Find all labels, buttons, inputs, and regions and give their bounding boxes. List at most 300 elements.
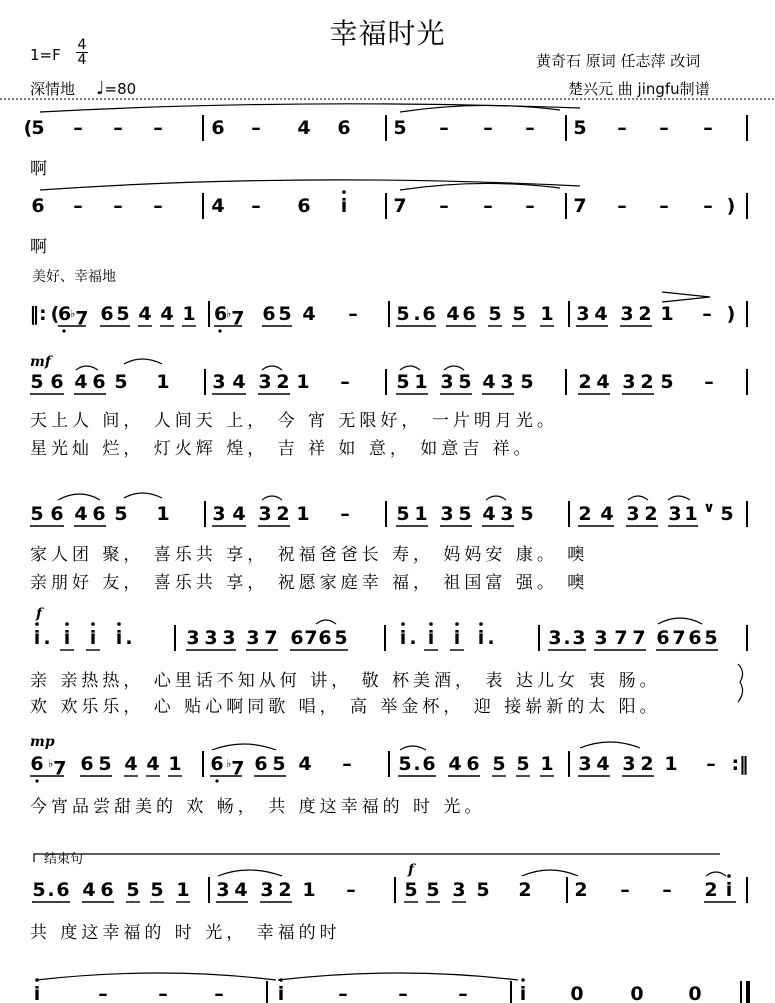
note: 4 (146, 753, 160, 775)
note: 6 (422, 303, 436, 325)
note: i (115, 627, 123, 649)
note: 1 (156, 503, 170, 525)
note: 7 (573, 195, 587, 217)
note: 5 (126, 879, 140, 901)
note: 5 (114, 371, 128, 393)
barline (565, 115, 567, 141)
dash: – (113, 117, 123, 139)
note: 5 (393, 117, 407, 139)
note: 5 (114, 503, 128, 525)
dash: – (662, 879, 672, 901)
note: 6 (297, 195, 311, 217)
note: 1 (296, 371, 310, 393)
lyric-line-verse-2: 亲朋好 友， 喜乐共 享， 祝愿家庭幸 福， 祖国富 强。 噢 (30, 573, 589, 593)
note: ♭7 (70, 307, 89, 330)
slur (658, 618, 702, 624)
slur (40, 180, 580, 190)
paren-close: ) (726, 303, 736, 325)
tempo-value: =80 (104, 80, 137, 98)
barline (746, 301, 748, 327)
final-barline-thick (746, 981, 750, 1003)
octave-dot (401, 622, 405, 626)
slur (400, 746, 426, 750)
slur (212, 744, 276, 750)
note: 3 (620, 303, 634, 325)
note: 2 (518, 879, 532, 901)
octave-dot (35, 978, 39, 982)
note: 5 (458, 371, 472, 393)
note: 3 (576, 303, 590, 325)
note: 3 (622, 753, 636, 775)
dash: – (617, 117, 627, 139)
dash: – (704, 371, 714, 393)
section-heading: 美好、幸福地 (32, 269, 116, 285)
dash: – (338, 983, 348, 1003)
dot: . (413, 303, 421, 325)
note: 5 (396, 503, 410, 525)
note: 5 (426, 879, 440, 901)
barline (385, 369, 387, 395)
note: 5 (31, 117, 45, 139)
note: 7 (632, 627, 646, 649)
note: 4 (596, 753, 610, 775)
note: 3 (246, 627, 260, 649)
barline (746, 877, 748, 903)
note: 5 (520, 503, 534, 525)
barline (204, 501, 206, 527)
octave-dot (279, 978, 283, 982)
octave-dot (479, 622, 483, 626)
barline (565, 193, 567, 219)
note: 6 (31, 195, 45, 217)
paren-open: ( (50, 303, 60, 325)
note: 1 (176, 879, 190, 901)
composer-credit: 楚兴元 曲 jingfu制谱 (568, 80, 710, 98)
barline (266, 981, 268, 1003)
barline (565, 369, 567, 395)
slur (668, 496, 690, 500)
note: 1 (684, 503, 698, 525)
dash: – (439, 195, 449, 217)
slur (262, 496, 282, 500)
lyric-line: 共 度这幸福的 时 光， 幸福的时 (30, 923, 341, 943)
note: 1 (414, 371, 428, 393)
slur (400, 183, 560, 190)
note: 5 (272, 753, 286, 775)
slur (58, 494, 100, 500)
lyric-line-verse-1: 天上人 间， 人间天 上， 今 宵 无限好， 一片明月光。 (30, 411, 558, 431)
slur (262, 366, 282, 370)
octave-dot (91, 622, 95, 626)
lyric-line-verse-2: 欢 欢乐乐， 心 贴心啊同歌 唱， 高 举金杯， 迎 接崭新的太 阳。 (30, 697, 661, 717)
tie (278, 973, 518, 980)
note: 4 (594, 303, 608, 325)
dash: – (458, 983, 468, 1003)
dash: – (158, 983, 168, 1003)
barline (538, 625, 540, 651)
note: 4 (234, 879, 248, 901)
dash: – (153, 195, 163, 217)
octave-dot (521, 978, 525, 982)
score-row-2 (0, 196, 775, 220)
slur (76, 366, 98, 370)
note: 4 (211, 195, 225, 217)
note: 6 (214, 303, 228, 325)
note: 4 (302, 303, 316, 325)
note: 3 (440, 503, 454, 525)
note: 6 (50, 503, 64, 525)
barline (202, 115, 204, 141)
note: 2 (276, 503, 290, 525)
note: 3 (216, 879, 230, 901)
note: 3 (500, 371, 514, 393)
lyric-line-verse-1: 亲 亲热热， 心里话不知从何 讲， 敬 杯美酒， 表 达儿女 衷 肠。 (30, 671, 661, 691)
note: 4 (596, 371, 610, 393)
dash: – (706, 753, 716, 775)
dash: – (702, 303, 712, 325)
note: 6 (422, 753, 436, 775)
dash: – (73, 195, 83, 217)
note: 1 (660, 303, 674, 325)
note: i (725, 879, 733, 901)
note: 4 (297, 117, 311, 139)
note: 4 (82, 879, 96, 901)
note: 2 (278, 879, 292, 901)
note: 6 (100, 303, 114, 325)
note: i (340, 195, 348, 217)
low-octave-dot (35, 779, 38, 782)
note: 6 (211, 117, 225, 139)
note: 4 (482, 503, 496, 525)
note: 1 (182, 303, 196, 325)
note: 4 (448, 753, 462, 775)
slur (124, 493, 162, 498)
note: 3 (594, 627, 608, 649)
note: 1 (414, 503, 428, 525)
key-label: 1=F (30, 46, 61, 64)
dash: – (214, 983, 224, 1003)
barline (568, 751, 570, 777)
dash: – (703, 117, 713, 139)
barline (202, 751, 204, 777)
barline (510, 981, 512, 1003)
note: 3 (440, 371, 454, 393)
expression-mark: 深情地 (30, 80, 76, 98)
note: 5 (476, 879, 490, 901)
dash: – (346, 879, 356, 901)
dash: – (483, 117, 493, 139)
dash: – (525, 117, 535, 139)
note: 3 (212, 503, 226, 525)
barline (202, 193, 204, 219)
note: 2 (578, 371, 592, 393)
note: 4 (74, 503, 88, 525)
note: 2 (276, 371, 290, 393)
note: 5 (278, 303, 292, 325)
note: 4 (138, 303, 152, 325)
note: 1 (540, 753, 554, 775)
dash: – (340, 371, 350, 393)
note: 5 (720, 503, 734, 525)
note: i (399, 627, 407, 649)
dash: – (348, 303, 358, 325)
breath-mark: ∨ (703, 500, 715, 516)
low-octave-dot (218, 329, 221, 332)
note: i (477, 627, 485, 649)
note: 2 (644, 503, 658, 525)
note: i (277, 983, 285, 1003)
note: 5 (520, 371, 534, 393)
note: 6 (262, 303, 276, 325)
note: ♭7 (226, 757, 245, 780)
rest: 0 (570, 983, 584, 1003)
dash: – (439, 117, 449, 139)
barline (746, 193, 748, 219)
barline (746, 369, 748, 395)
slur (400, 105, 560, 112)
dot: . (409, 627, 417, 649)
slur (486, 496, 506, 500)
note: 6 (58, 303, 72, 325)
note: 2 (704, 879, 718, 901)
note: 6 (80, 753, 94, 775)
note: 5 (492, 753, 506, 775)
note: 2 (578, 503, 592, 525)
score-row-3 (0, 304, 775, 328)
slur (522, 870, 578, 876)
dash: – (398, 983, 408, 1003)
dash: – (340, 503, 350, 525)
note: 7 (264, 627, 278, 649)
tempo-mark (96, 78, 136, 99)
note: 4 (482, 371, 496, 393)
dash: – (659, 195, 669, 217)
note: 4 (232, 371, 246, 393)
lyric-brace (738, 664, 743, 702)
note: 5 (150, 879, 164, 901)
low-octave-dot (215, 779, 218, 782)
slur (444, 366, 464, 370)
note: i (427, 627, 435, 649)
barline (385, 501, 387, 527)
note: 1 (156, 371, 170, 393)
note: 6 (656, 627, 670, 649)
note: 1 (302, 879, 316, 901)
dash: – (620, 879, 630, 901)
barline (384, 625, 386, 651)
note: 3 (258, 371, 272, 393)
octave-dot (35, 622, 39, 626)
barline (394, 877, 396, 903)
repeat-end: :‖ (731, 753, 749, 775)
dynamic-mf: mf (30, 354, 51, 370)
note: 3 (204, 627, 218, 649)
note: 6 (56, 879, 70, 901)
note: 2 (638, 303, 652, 325)
dash: – (617, 195, 627, 217)
note: 4 (298, 753, 312, 775)
note: 6 (92, 503, 106, 525)
note: 7 (614, 627, 628, 649)
note: 5 (30, 503, 44, 525)
slur (628, 496, 648, 500)
dot: . (43, 627, 51, 649)
note: 4 (74, 371, 88, 393)
note: 1 (540, 303, 554, 325)
note: 5 (704, 627, 718, 649)
slur (40, 104, 580, 112)
note: 5 (396, 371, 410, 393)
dot: . (413, 753, 421, 775)
note: 5 (334, 627, 348, 649)
note: 3 (452, 879, 466, 901)
slur (316, 620, 336, 624)
dash: – (73, 117, 83, 139)
barline (174, 625, 176, 651)
note: 5 (404, 879, 418, 901)
dynamic-f-coda: f (408, 862, 415, 878)
dash: – (703, 195, 713, 217)
note: 6 (688, 627, 702, 649)
note: 5 (458, 503, 472, 525)
octave-dot (455, 622, 459, 626)
barline (746, 115, 748, 141)
low-octave-dot (62, 329, 65, 332)
note: 5 (398, 753, 412, 775)
barline (566, 877, 568, 903)
note: 5 (573, 117, 587, 139)
dynamic-mp: mp (30, 734, 55, 750)
note: 4 (600, 503, 614, 525)
note: 2 (640, 371, 654, 393)
note: 4 (124, 753, 138, 775)
rest: 0 (688, 983, 702, 1003)
final-barline-thin (740, 981, 742, 1003)
note: 3 (212, 371, 226, 393)
slur (218, 870, 282, 876)
slur (124, 359, 162, 364)
lyric-line: 今宵品尝甜美的 欢 畅， 共 度这幸福的 时 光。 (30, 797, 486, 817)
score-row-8 (0, 880, 775, 904)
note: 6 (290, 627, 304, 649)
note: 4 (160, 303, 174, 325)
note: 4 (232, 503, 246, 525)
dot: . (487, 627, 495, 649)
slur (400, 366, 420, 370)
note: ♭7 (226, 307, 245, 330)
note: 6 (318, 627, 332, 649)
note: 3 (186, 627, 200, 649)
lyric-line: 啊 (30, 237, 51, 257)
score-row-5 (0, 500, 775, 528)
score-row-6 (0, 628, 775, 652)
barline (746, 625, 748, 651)
octave-dot (429, 622, 433, 626)
note: 3 (668, 503, 682, 525)
note: 6 (50, 371, 64, 393)
note: 1 (296, 503, 310, 525)
lyric-line-verse-1: 家人团 聚， 喜乐共 享， 祝福爸爸长 寿， 妈妈安 康。 噢 (30, 545, 589, 565)
note: 5 (116, 303, 130, 325)
dash: – (113, 195, 123, 217)
dot: . (47, 879, 55, 901)
paren-open: ( (23, 117, 33, 139)
note: 5 (98, 753, 112, 775)
note: 2 (640, 753, 654, 775)
note: 6 (337, 117, 351, 139)
dynamic-f: f (36, 606, 43, 622)
note: i (33, 983, 41, 1003)
note: 6 (30, 753, 44, 775)
lyricist-credit: 黄奇石 原词 任志萍 改词 (536, 52, 701, 70)
note: 5 (30, 371, 44, 393)
note: 7 (304, 627, 318, 649)
note: ♭7 (48, 757, 67, 780)
note: 7 (393, 195, 407, 217)
note: i (519, 983, 527, 1003)
note: 4 (446, 303, 460, 325)
song-title: 幸福时光 (329, 17, 446, 50)
note: 5 (396, 303, 410, 325)
dash: – (525, 195, 535, 217)
coda-bracket (34, 854, 720, 862)
note: 6 (466, 753, 480, 775)
note: 3 (572, 627, 586, 649)
note: 5 (32, 879, 46, 901)
note: 3 (578, 753, 592, 775)
barline (208, 301, 210, 327)
dot: . (125, 627, 133, 649)
dash: – (153, 117, 163, 139)
dash: – (659, 117, 669, 139)
slur (706, 872, 726, 876)
note: 1 (168, 753, 182, 775)
score-row-4 (0, 372, 775, 396)
decrescendo (662, 292, 710, 302)
repeat-start: ‖: (29, 303, 47, 325)
barline (208, 877, 210, 903)
note: 3 (258, 503, 272, 525)
lyric-line-verse-2: 星光灿 烂， 灯火辉 煌， 吉 祥 如 意， 如意吉 祥。 (30, 439, 535, 459)
note: i (89, 627, 97, 649)
barline (388, 751, 390, 777)
score-row-9 (0, 984, 775, 1003)
rest: 0 (630, 983, 644, 1003)
octave-dot (65, 622, 69, 626)
note: 7 (672, 627, 686, 649)
lyric-line: 啊 (30, 159, 51, 179)
note: 3 (222, 627, 236, 649)
barline (204, 369, 206, 395)
dash: – (251, 117, 261, 139)
note: i (453, 627, 461, 649)
octave-dot (117, 622, 121, 626)
score-row-7 (0, 754, 775, 778)
note: 6 (210, 753, 224, 775)
dot: . (563, 627, 571, 649)
octave-dot (727, 874, 731, 878)
note: 5 (660, 371, 674, 393)
dash: – (251, 195, 261, 217)
dash: – (483, 195, 493, 217)
note: 5 (512, 303, 526, 325)
note: 6 (254, 753, 268, 775)
note: 3 (260, 879, 274, 901)
time-bottom: 4 (77, 52, 87, 68)
note: 6 (462, 303, 476, 325)
barline (568, 301, 570, 327)
coda-label: 结束句 (44, 852, 84, 867)
